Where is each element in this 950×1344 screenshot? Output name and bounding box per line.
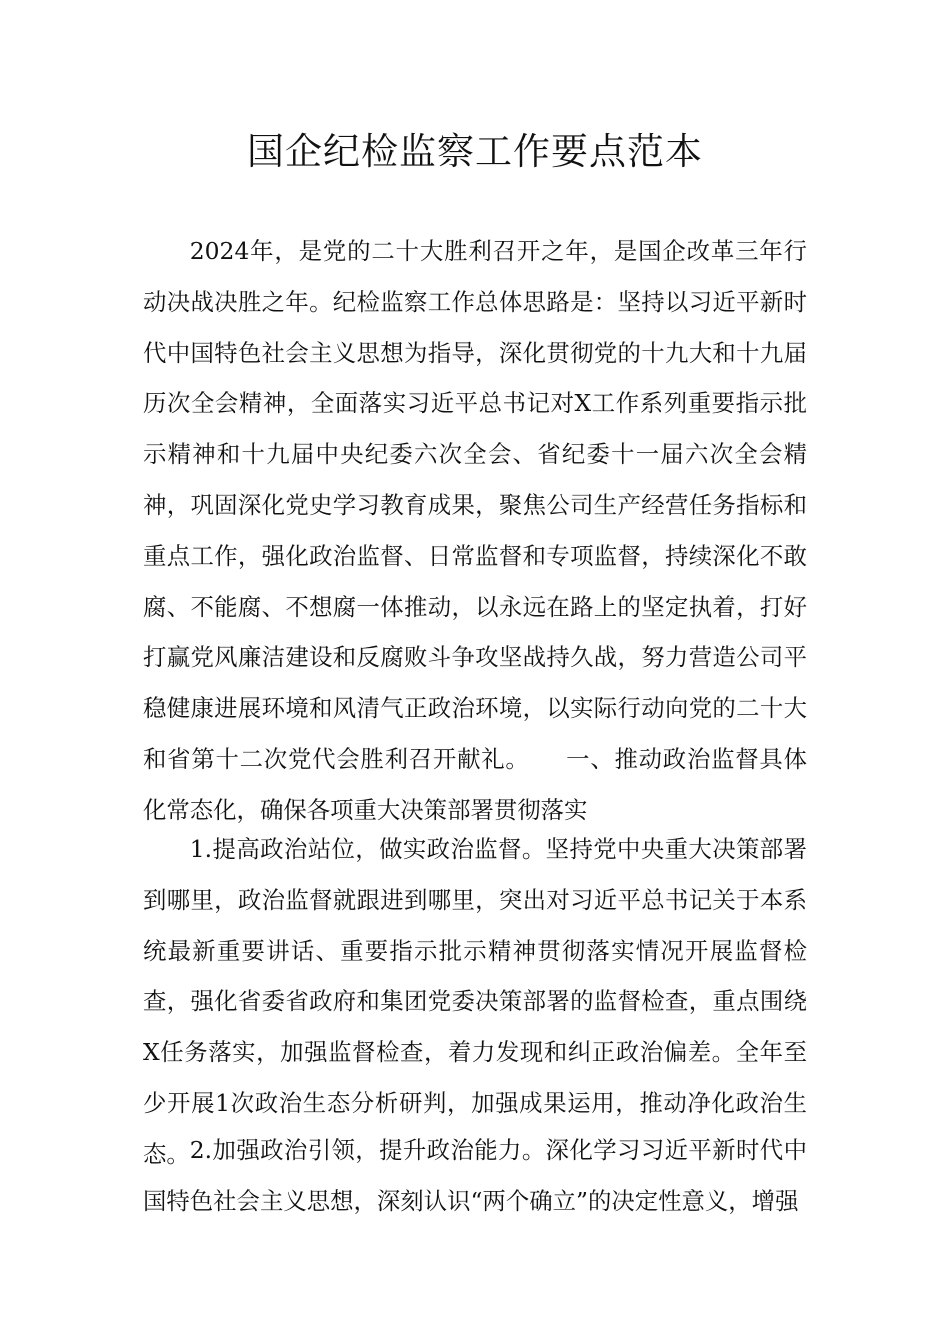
body-paragraph: 2.加强政治引领，提升政治能力。深化学习习近平新时代中国特色社会主义思想，深刻认识“两个确立”的决定性意义，增强	[143, 1136, 807, 1215]
document-title: 国企纪检监察工作要点范本	[247, 130, 703, 173]
body-paragraph: 1.提高政治站位，做实政治监督。坚持党中央重大决策部署到哪里，政治监督就跟进到哪里，突出对习近平总书记关于本系统最新重要讲话、重要指示批示精神贯彻落实情况开展监督检查，强化省委省政府和集团党委决策部署的监督检查，重点围绕X任务落实，加强监督检查，着力发现和纠正政治偏差。全年至少开展1次政治生态分析研判，加强成果运用，推动净化政治生态。	[143, 835, 807, 1168]
body-paragraph: 2024年，是党的二十大胜利召开之年，是国企改革三年行动决战决胜之年。纪检监察工作总体思路是：坚持以习近平新时代中国特色社会主义思想为指导，深化贯彻党的十九大和十九届历次全会精神，全面落实习近平总书记对X工作系列重要指示批示精神和十九届中央纪委六次全会、省纪委十一届六次全会精神，巩固深化党史学习教育成果，聚焦公司生产经营任务指标和重点工作，强化政治监督、日常监督和专项监督，持续深化不敢腐、不能腐、不想腐一体推动，以永远在路上的坚定执着，打好打赢党风廉洁建设和反腐败斗争攻坚战持久战，努力营造公司平稳健康进展环境和风清气正政治环境，以实际行动向党的二十大和省第十二次党代会胜利召开献礼。 一、推动政治监督具体化常态化，确保各项重大决策部署贯彻落实	[143, 237, 807, 824]
